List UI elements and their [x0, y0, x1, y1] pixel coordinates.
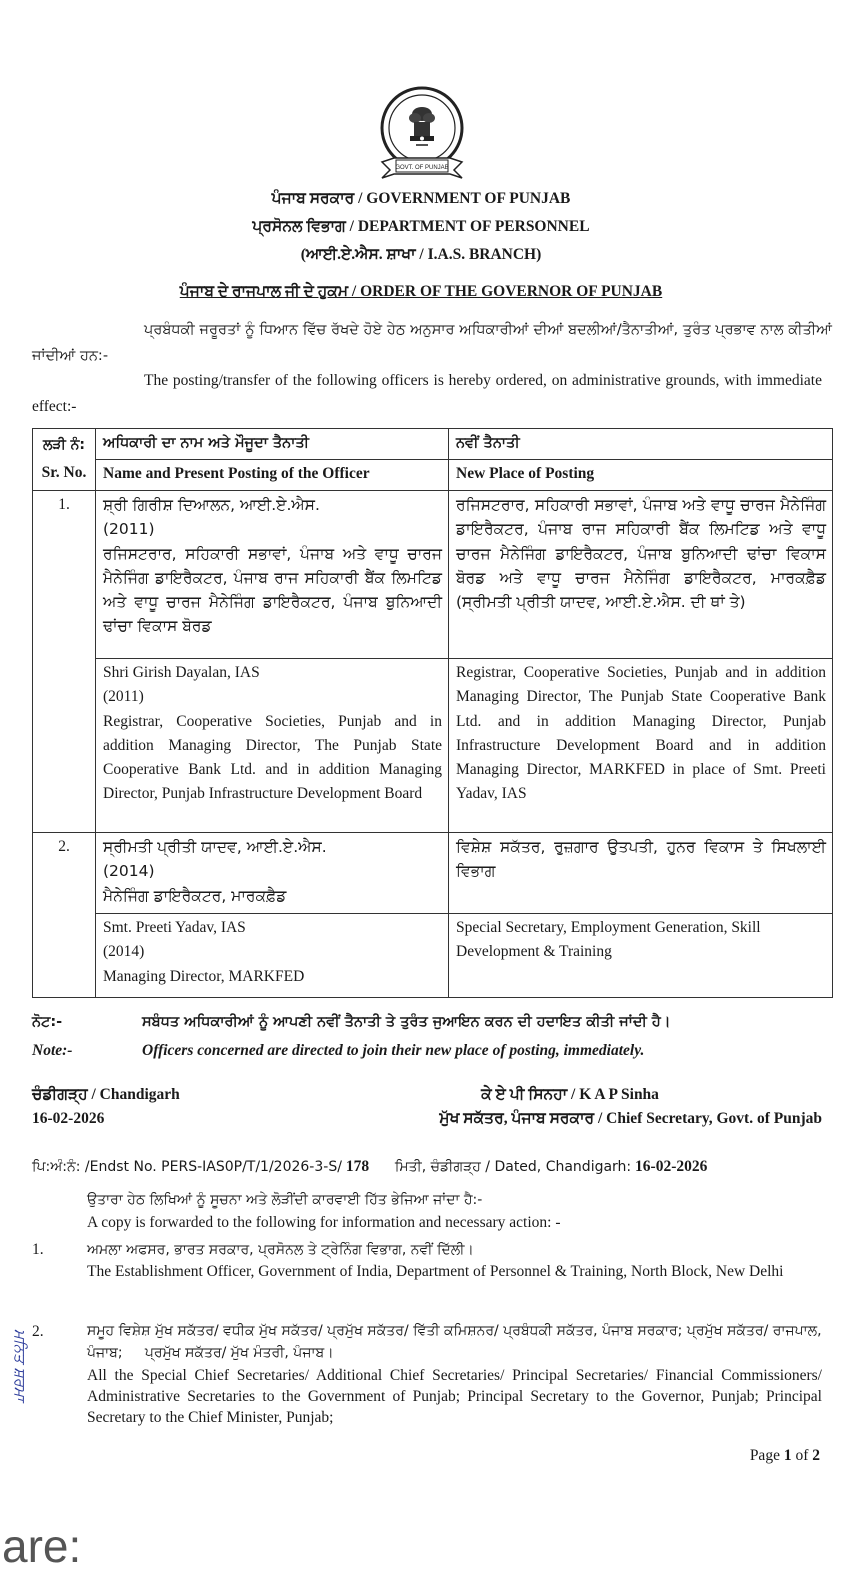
endorsement-dated-label: ਮਿਤੀ, ਚੰਡੀਗੜ੍ਹ / Dated, Chandigarh: [394, 1159, 632, 1175]
table-row [33, 833, 833, 914]
page-total: 2 [812, 1447, 820, 1464]
row-2-name-pa [96, 833, 449, 914]
signatory-name: ਕੇ ਏ ਪੀ ਸਿਨਹਾ / K A P Sinha [481, 1086, 659, 1103]
officer-batch: (2014) [103, 862, 155, 881]
recipient-1-pa: ਅਮਲਾ ਅਫਸਰ, ਭਾਰਤ ਸਰਕਾਰ, ਪ੍ਰਸੋਨਲ ਤੇ ਟ੍ਰੇਨਿੰਗ ਵਿਭਾਗ, ਨਵੀਂ ਦਿੱਲੀ। [87, 1242, 474, 1258]
row-1-name-en [96, 659, 449, 833]
endorsement-prefix: ਪਿ:ਅੰ:ਨੰ: /Endst No. PERS-IAS0P/T/1/2026-3-S/ [32, 1159, 342, 1175]
row-2-new-en: Special Secretary, Employment Generation, Skill Development & Training [449, 914, 833, 998]
handwritten-note: ਮਨਿਤ ਸ਼ਰਮਾ [11, 1329, 29, 1401]
header-name-en: Name and Present Posting of the Officer [96, 460, 449, 491]
emblem-label: GOVT. OF PUNJAB [395, 165, 449, 171]
table-row [33, 491, 833, 659]
present-posting-pa: ਰਜਿਸਟਰਾਰ, ਸਹਿਕਾਰੀ ਸਭਾਵਾਂ, ਪੰਜਾਬ ਅਤੇ ਵਾਧੂ ਚਾਰਜ ਮੈਨੇਜਿੰਗ ਡਾਇਰੈਕਟਰ, ਪੰਜਾਬ ਰਾਜ ਸਹਿਕਾਰੀ ਬੈਂਕ ਲਿਮਟਿਡ ਅਤੇ ਵਾਧੂ ਚਾਰਜ ਮੈਨੇਜਿੰਗ ਡਾਇਰੈਕਟਰ, ਪੰਜਾਬ ਬੁਨਿਆਦੀ ਢਾਂਚਾ ਵਿਕਾਸ ਬੋਰਡ [103, 544, 442, 636]
officer-name-en: Shri Girish Dayalan, IAS [103, 664, 260, 681]
officer-batch-en: (2011) [103, 688, 144, 706]
endorsement-dated-value: 16-02-2026 [635, 1158, 708, 1175]
note-text-pa: ਸਬੰਧਤ ਅਧਿਕਾਰੀਆਂ ਨੂੰ ਆਪਣੀ ਨਵੀਂ ਤੈਨਾਤੀ ਤੇ ਤੁਰੰਤ ਜੁਆਇਨ ਕਰਨ ਦੀ ਹਦਾਇਤ ਕੀਤੀ ਜਾਂਦੀ ਹੈ। [142, 1014, 671, 1030]
header-new-en: New Place of Posting [449, 460, 833, 491]
row-1-sr: 1. [33, 491, 96, 833]
page-number [750, 1447, 820, 1465]
header-name-pa: ਅਧਿਕਾਰੀ ਦਾ ਨਾਮ ਅਤੇ ਮੌਜੂਦਾ ਤੈਨਾਤੀ [96, 429, 449, 460]
header-new-pa: ਨਵੀਂ ਤੈਨਾਤੀ [449, 429, 833, 460]
order-title: ਪੰਜਾਬ ਦੇ ਰਾਜਪਾਲ ਜੀ ਦੇ ਹੁਕਮ / ORDER OF THE GOVERNOR OF PUNJAB [179, 283, 663, 300]
table-row [33, 914, 833, 998]
header-branch: (ਆਈ.ਏ.ਐਸ. ਸ਼ਾਖਾ / I.A.S. BRANCH) [300, 246, 542, 263]
signatory-designation: ਮੁੱਖ ਸਕੱਤਰ, ਪੰਜਾਬ ਸਰਕਾਰ / Chief Secretary, Govt. of Punjab [439, 1110, 822, 1127]
recipient-1-number: 1. [32, 1241, 44, 1258]
row-1-name-pa [96, 491, 449, 659]
copy-forward-en: A copy is forwarded to the following for information and necessary action: - [87, 1214, 561, 1231]
officer-name-pa: ਸ੍ਰੀਮਤੀ ਪ੍ਰੀਤੀ ਯਾਦਵ, ਆਈ.ਏ.ਐਸ. [103, 838, 327, 856]
handwritten-initials [6, 1330, 34, 1435]
header-sr-en: Sr. No. [41, 464, 87, 481]
note-text-en: Officers concerned are directed to join their new place of posting, immediately. [142, 1042, 645, 1059]
recipient-2-pa: ਸਮੂਹ ਵਿਸ਼ੇਸ਼ ਮੁੱਖ ਸਕੱਤਰ/ ਵਧੀਕ ਮੁੱਖ ਸਕੱਤਰ/ ਪ੍ਰਮੁੱਖ ਸਕੱਤਰ/ ਵਿੱਤੀ ਕਮਿਸ਼ਨਰ/ ਪ੍ਰਬੰਧਕੀ ਸਕੱਤਰ, ਪੰਜਾਬ ਸਰਕਾਰ; ਪ੍ਰਮੁੱਖ ਸਕੱਤਰ/ ਰਾਜਪਾਲ, ਪੰਜਾਬ; ਪ੍ਰਮੁੱਖ ਸਕੱਤਰ/ ਮੁੱਖ ਮੰਤਰੀ, ਪੰਜਾਬ। [87, 1323, 827, 1361]
recipient-1-en: The Establishment Officer, Government of India, Department of Personnel & Training, North Block, New Delhi [87, 1263, 784, 1280]
intro-punjabi: ਪ੍ਰਬੰਧਕੀ ਜਰੂਰਤਾਂ ਨੂੰ ਧਿਆਨ ਵਿੱਚ ਰੱਖਦੇ ਹੋਏ ਹੇਠ ਅਨੁਸਾਰ ਅਧਿਕਾਰੀਆਂ ਦੀਆਂ ਬਦਲੀਆਂ/ਤੈਨਾਤੀਆਂ, ਤੁਰੰਤ ਪ੍ਰਭਾਵ ਨਾਲ ਕੀਤੀਆਂ ਜਾਂਦੀਆਂ ਹਨ:- [32, 322, 832, 364]
table-row [33, 659, 833, 833]
table-header-row-punjabi [33, 429, 833, 460]
recipient-2-en: All the Special Chief Secretaries/ Additional Chief Secretaries/ Principal Secretaries/ Financial Commissioners/ Administrative Secretaries to the Government of Punjab; Principal Secretary to the Governor, Punjab; Principal Secretary to the Chief Minister, Punjab; [87, 1367, 822, 1426]
endorsement-line [32, 1155, 832, 1179]
posting-table [32, 428, 833, 998]
officer-batch: (2011) [103, 520, 155, 539]
officer-name-pa: ਸ਼੍ਰੀ ਗਿਰੀਸ਼ ਦਿਆਲਨ, ਆਈ.ਏ.ਐਸ. [103, 496, 320, 514]
present-posting-en: Managing Director, MARKFED [103, 967, 305, 985]
row-1-new-en: Registrar, Cooperative Societies, Punjab and in addition Managing Director, The Punjab State Cooperative Bank Ltd. and in addition Managing Director, Punjab Infrastructure Development Board and in addition Managing Director, MARKFED in place of Smt. Preeti Yadav, IAS [449, 659, 833, 833]
header-sr-pa: ਲੜੀ ਨੰ: [42, 437, 86, 453]
page-current: 1 [783, 1447, 792, 1464]
row-2-sr: 2. [33, 833, 96, 998]
overlay-caption: are: [2, 1520, 82, 1572]
present-posting-pa: ਮੈਨੇਜਿੰਗ ਡਾਇਰੈਕਟਰ, ਮਾਰਕਫ਼ੈਡ [103, 886, 287, 905]
officer-name-en: Smt. Preeti Yadav, IAS [103, 919, 246, 936]
emblem-icon [372, 82, 472, 188]
note-label-en: Note:- [32, 1042, 73, 1059]
note-label-pa: ਨੋਟ:- [32, 1014, 63, 1030]
recipient-2-number: 2. [32, 1323, 44, 1340]
intro-english: The posting/transfer of the following officers is hereby ordered, on administrative grounds, with immediate effect:- [32, 372, 822, 415]
issue-date: 16-02-2026 [32, 1110, 105, 1127]
table-header-row-english [33, 460, 833, 491]
page-prefix: Page [749, 1447, 780, 1464]
officer-batch-en: (2014) [103, 943, 145, 961]
govt-emblem-seal [372, 82, 472, 188]
page-of: of [795, 1447, 809, 1464]
row-1-new-pa: ਰਜਿਸਟਰਾਰ, ਸਹਿਕਾਰੀ ਸਭਾਵਾਂ, ਪੰਜਾਬ ਅਤੇ ਵਾਧੂ ਚਾਰਜ ਮੈਨੇਜਿੰਗ ਡਾਇਰੈਕਟਰ, ਪੰਜਾਬ ਰਾਜ ਸਹਿਕਾਰੀ ਬੈਂਕ ਲਿਮਟਿਡ ਅਤੇ ਵਾਧੂ ਚਾਰਜ ਮੈਨੇਜਿੰਗ ਡਾਇਰੈਕਟਰ, ਪੰਜਾਬ ਬੁਨਿਆਦੀ ਢਾਂਚਾ ਵਿਕਾਸ ਬੋਰਡ ਅਤੇ ਵਾਧੂ ਚਾਰਜ ਮੈਨੇਜਿੰਗ ਡਾਇਰੈਕਟਰ, ਮਾਰਕਫ਼ੈਡ (ਸ੍ਰੀਮਤੀ ਪ੍ਰੀਤੀ ਯਾਦਵ, ਆਈ.ਏ.ਐਸ. ਦੀ ਥਾਂ ਤੇ) [449, 491, 833, 659]
header-government: ਪੰਜਾਬ ਸਰਕਾਰ / GOVERNMENT OF PUNJAB [271, 190, 571, 207]
place-of-issue: ਚੰਡੀਗੜ੍ਹ / Chandigarh [32, 1086, 180, 1103]
header-sr-no [33, 429, 96, 491]
present-posting-en: Registrar, Cooperative Societies, Punjab and in addition Managing Director, The Punjab State Cooperative Bank Ltd. and in addition Managing Director, Punjab Infrastructure Development Board [103, 712, 442, 803]
header-department: ਪ੍ਰਸੋਨਲ ਵਿਭਾਗ / DEPARTMENT OF PERSONNEL [252, 218, 590, 235]
row-2-name-en [96, 914, 449, 998]
row-2-new-pa: ਵਿਸ਼ੇਸ਼ ਸਕੱਤਰ, ਰੁਜ਼ਗਾਰ ਉਤਪਤੀ, ਹੁਨਰ ਵਿਕਾਸ ਤੇ ਸਿਖਲਾਈ ਵਿਭਾਗ [449, 833, 833, 914]
endorsement-number: 178 [345, 1158, 370, 1175]
copy-forward-pa: ਉਤਾਰਾ ਹੇਠ ਲਿਖਿਆਂ ਨੂੰ ਸੂਚਨਾ ਅਤੇ ਲੋੜੀਂਦੀ ਕਾਰਵਾਈ ਹਿੱਤ ਭੇਜਿਆ ਜਾਂਦਾ ਹੈ:- [87, 1192, 483, 1208]
